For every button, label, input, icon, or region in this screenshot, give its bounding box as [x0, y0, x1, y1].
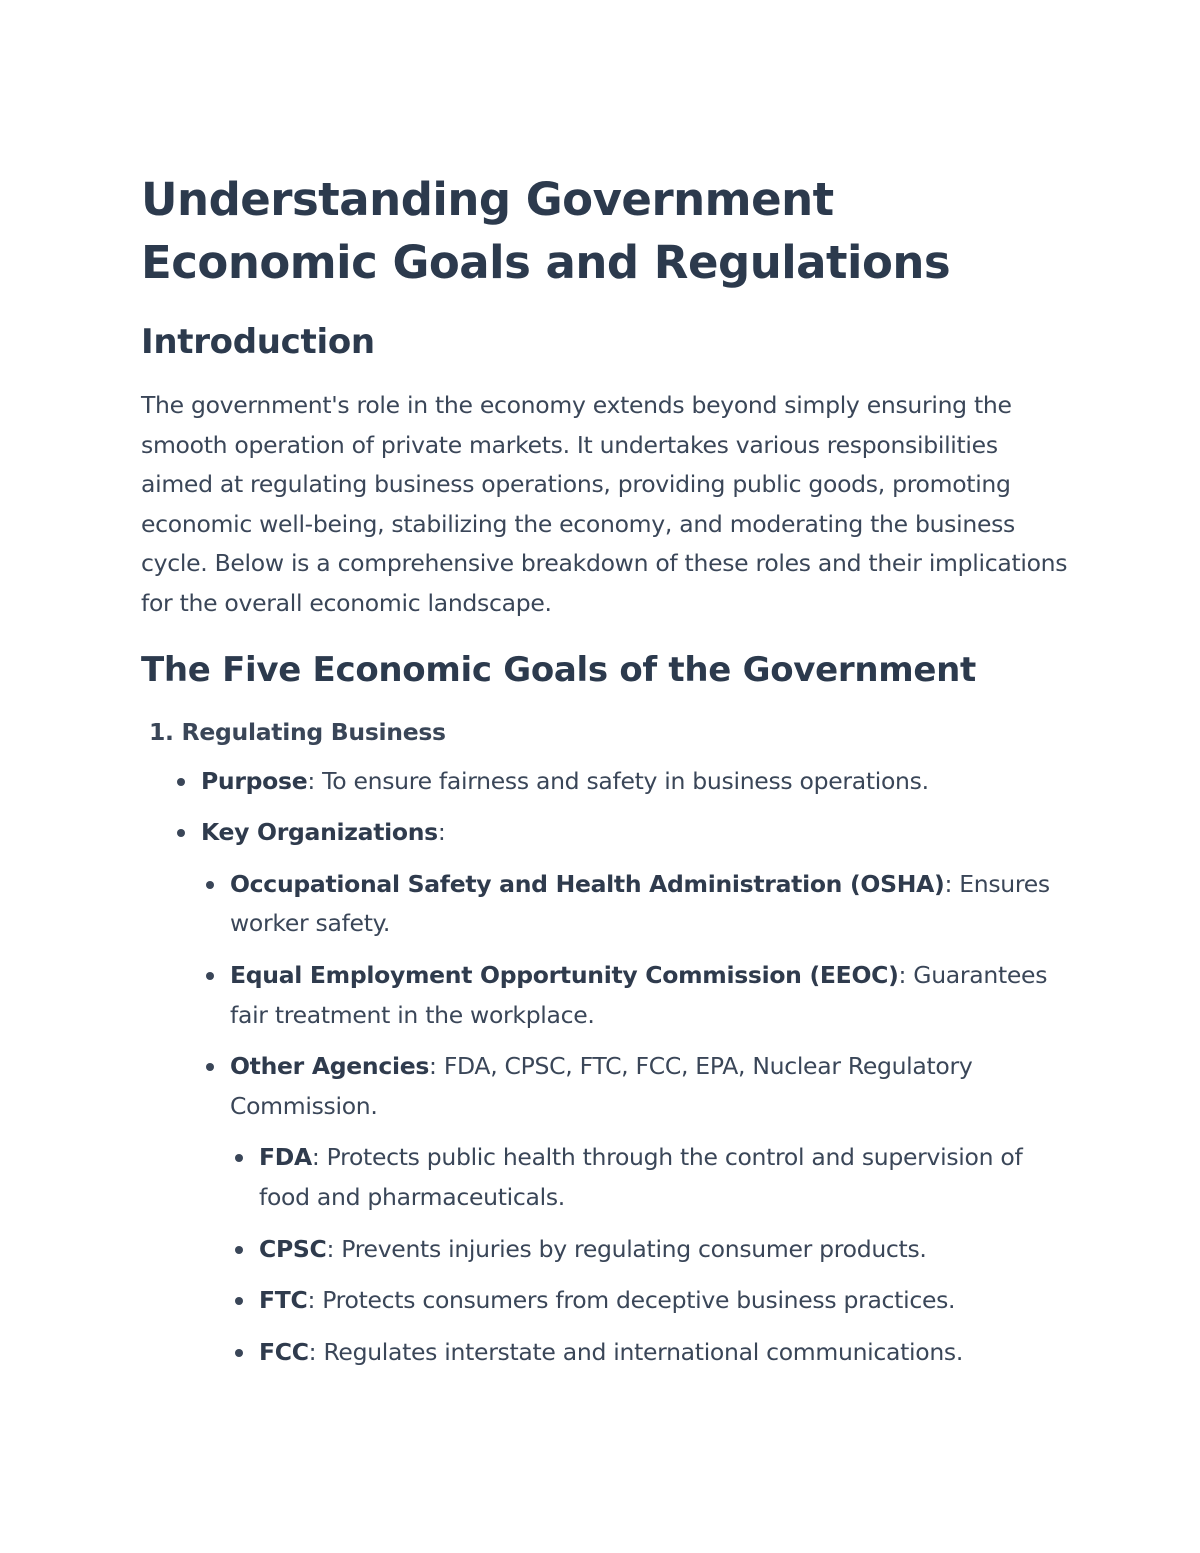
agencies-list	[259, 1138, 1071, 1372]
agency-text: : Prevents injuries by regulating consumer products.	[326, 1234, 927, 1263]
page-title: Understanding Government Economic Goals and Regulations	[141, 173, 951, 289]
bullet-icon	[206, 881, 214, 889]
purpose-text: : To ensure fairness and safety in business operations.	[307, 766, 929, 795]
org-label: Equal Employment Opportunity Commission (EEOC)	[230, 960, 899, 989]
goals-heading: The Five Economic Goals of the Government	[141, 649, 976, 690]
list-item-fcc	[259, 1333, 1071, 1373]
bullet-icon	[235, 1154, 243, 1162]
organizations-list	[230, 865, 1071, 1373]
org-label: Occupational Safety and Health Administration (OSHA)	[230, 869, 945, 898]
goal-title-regulating-business: 1. Regulating Business	[149, 717, 446, 746]
agency-text: : Regulates interstate and international communications.	[308, 1337, 964, 1366]
agency-label: FDA	[259, 1143, 312, 1172]
agency-label: FCC	[259, 1337, 309, 1366]
key-organizations-suffix: :	[437, 818, 446, 847]
introduction-heading: Introduction	[141, 322, 375, 362]
goal-detail-list	[201, 762, 1071, 1373]
org-text: : FDA, CPSC, FTC, FCC, EPA, Nuclear Regulatory Commission.	[230, 1052, 973, 1120]
bullet-icon	[235, 1349, 243, 1357]
bullet-icon	[206, 972, 214, 980]
key-organizations-label: Key Organizations	[201, 818, 438, 847]
list-item-purpose	[201, 762, 1071, 802]
bullet-icon	[177, 778, 185, 786]
bullet-icon	[235, 1246, 243, 1254]
org-text: : Guarantees fair treatment in the workplace.	[230, 960, 1048, 1029]
purpose-label: Purpose	[201, 766, 308, 795]
org-label: Other Agencies	[230, 1052, 430, 1081]
agency-text: : Protects consumers from deceptive business practices.	[307, 1286, 956, 1315]
introduction-paragraph: The government's role in the economy extends beyond simply ensuring the smooth operation of private markets. It undertakes various responsibilities aimed at regulating business operations, providing public goods, promoting economic well-being, stabilizing the economy, and moderating the business cycle. Below is a comprehensive breakdown of these roles and their implications for the overall economic landscape.	[141, 391, 1068, 617]
document-page	[141, 168, 1071, 1384]
list-item-osha	[230, 865, 1071, 944]
list-item-key-organizations	[201, 813, 1071, 1372]
list-item-ftc	[259, 1281, 1071, 1321]
list-item-other-agencies	[230, 1047, 1071, 1372]
bullet-icon	[177, 829, 185, 837]
agency-text: : Protects public health through the control and supervision of food and pharmaceuticals.	[259, 1143, 1023, 1211]
list-item-fda	[259, 1138, 1071, 1217]
bullet-icon	[206, 1063, 214, 1071]
agency-label: FTC	[259, 1286, 308, 1315]
list-item-cpsc	[259, 1230, 1071, 1270]
agency-label: CPSC	[259, 1234, 327, 1263]
list-item-eeoc	[230, 956, 1071, 1035]
org-text: : Ensures worker safety.	[230, 869, 1050, 938]
bullet-icon	[235, 1297, 243, 1305]
